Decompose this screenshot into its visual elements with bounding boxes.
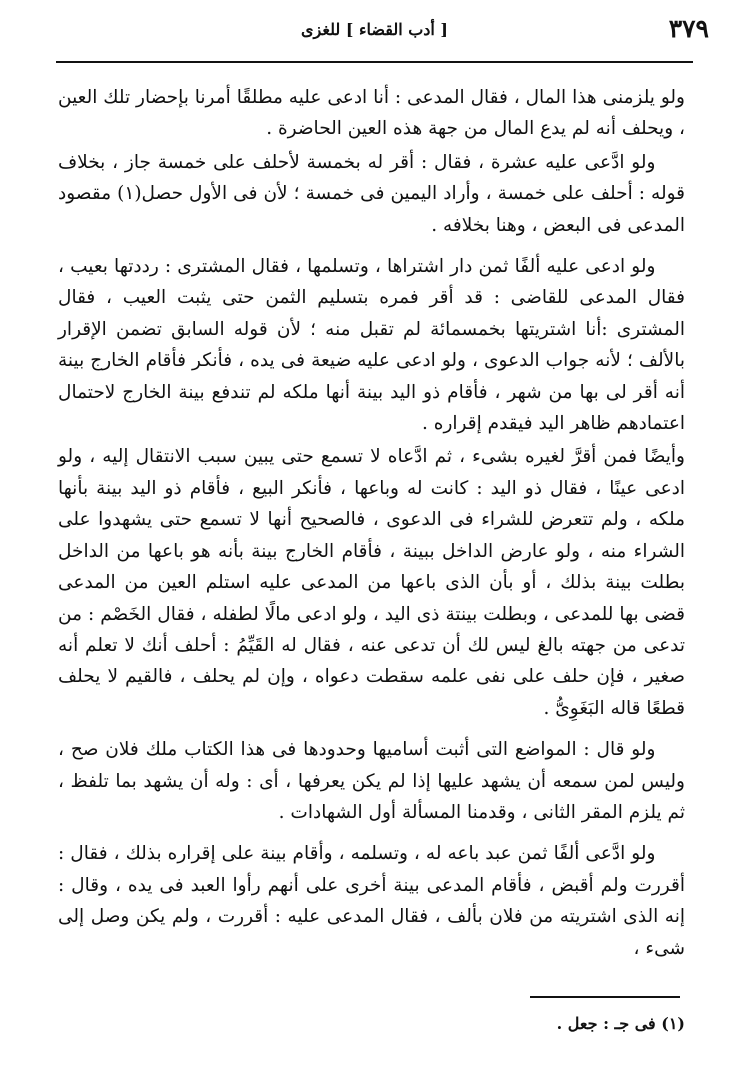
paragraph: ولو ادعى عليه ألفًا ثمن دار اشتراها ، وتسلمها ، فقال المشترى : رددتها بعيب ، فقال المدعى للقاضى : قد أقر فمره بتسليم الثمن حتى يثبت العيب ، فقال المشترى :أنا اشتريتها بخمسمائة لم تقبل منه ؛ لأن قوله السابق تضمن الإقرار بالألف ؛ لأنه جواب الدعوى ، ولو ادعى عليه ضيعة فى يده ، فأنكر فأقام الخارج بينة أنه أقر لى بها من شهر ، فأقام ذو اليد بينة أنها ملكه لم تندفع بينة الخارج لاحتمال اعتمادهم ظاهر اليد فيقدم إقراره . — [58, 256, 685, 435]
footnote-rule — [530, 996, 680, 998]
page-header — [40, 12, 709, 52]
paragraph: ولو يلزمنى هذا المال ، فقال المدعى : أنا ادعى عليه مطلقًا أمرنا بإحضار تلك العين ، ويحلف أنه لم يدع المال من جهة هذه العين الحاضرة . — [58, 87, 685, 140]
paragraph: وأيضًا فمن أقرَّ لغيره بشىء ، ثم ادَّعاه لا تسمع حتى يبين سبب الانتقال إليه ، ولو ادعى عينًا ، فقال ذو اليد : كانت له وباعها ، فأنكر البيع ، فأقام ذو اليد بينة بأنها ملكه ، ولم تتعرض للشراء فى الدعوى ، فالصحيح أنها لا تسمع حتى يشهدوا على الشراء منه ، ولو عارض الداخل ببينة ، فأقام الخارج بينة بأنه هو باعها من الداخل بطلت بينة بذلك ، أو بأن الذى باعها من المدعى عليه استلم العين من المدعى قضى بها للمدعى ، وبطلت بينتة ذى اليد ، ولو ادعى مالًا لطفله ، فقال الخَصْم : من تدعى من جهته بالغ ليس لك أن تدعى عنه ، فقال له القَيِّمُ : أحلف أنك لا تعلم أنه صغير ، فإن حلف على نفى علمه سقطت دعواه ، وإن لم يحلف ، فالقيم لا يحلف قطعًا قاله البَغَوِىُّ . — [58, 446, 685, 719]
paragraph: ولو قال : المواضع التى أثبت أساميها وحدودها فى هذا الكتاب ملك فلان صح ، وليس لمن سمعه أن يشهد عليها إذا لم يكن يعرفها ، أى : وله أن يشهد بما تلفظ ، ثم يلزم المقر الثانى ، وقدمنا المسألة أول الشهادات . — [58, 739, 685, 823]
running-title: [ أدب القضاء ] للغزى — [301, 20, 448, 39]
footnote: (١) فى جـ : جعل . — [556, 1014, 685, 1033]
header-rule — [56, 61, 693, 63]
paragraph: ولو ادَّعى ألفًا ثمن عبد باعه له ، وتسلمه ، وأقام بينة على إقراره بذلك ، فقال : أقررت ولم أقبض ، فأقام المدعى بينة أخرى على أنهم رأوا العبد فى يده ، وقال : إنه الذى اشتريته من فلان بألف ، فقال المدعى عليه : أقررت ، ولم يكن وصل إلى شىء ، — [58, 843, 685, 959]
body-text — [58, 82, 685, 974]
paragraph: ولو ادَّعى عليه عشرة ، فقال : أقر له بخمسة لأحلف على خمسة جاز ، بخلاف قوله : أحلف على خمسة ، وأراد اليمين فى خمسة ؛ لأن فى الأول حصل(١) مقصود المدعى فى البعض ، وهنا بخلافه . — [58, 151, 685, 236]
page-number: ٣٧٩ — [668, 14, 709, 43]
